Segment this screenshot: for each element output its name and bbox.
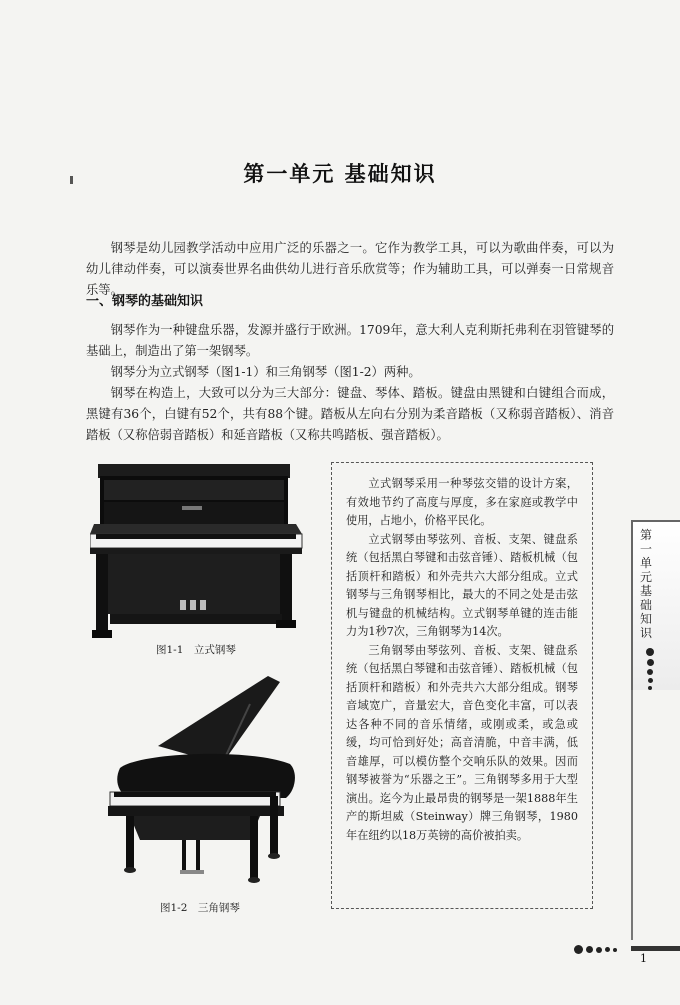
info-box xyxy=(331,462,593,909)
page-number: 1 xyxy=(640,952,647,965)
footer-bar xyxy=(631,946,680,951)
intro-paragraph: 钢琴是幼儿园教学活动中应用广泛的乐器之一。它作为教学工具，可以为歌曲伴奏，可以为幼儿律动伴奏，可以演奏世界名曲供幼儿进行音乐欣赏等；作为辅助工具，可以弹奏一日常规音乐等。 xyxy=(86,241,614,297)
box-paragraph-upright: 立式钢琴采用一种琴弦交错的设计方案，有效地节约了高度与厚度，多在家庭或教学中使用，占地小，价格平民化。 xyxy=(346,477,578,527)
page-title: 第一单元 基础知识 xyxy=(243,162,437,186)
section-heading: 一、钢琴的基础知识 xyxy=(86,294,204,309)
paragraph-types: 钢琴分为立式钢琴（图1-1）和三角钢琴（图1-2）两种。 xyxy=(110,365,421,379)
footer-dots xyxy=(574,945,617,954)
figure-1-caption: 图1-1 立式钢琴 xyxy=(156,644,236,656)
box-paragraph-upright-structure: 立式钢琴由琴弦列、音板、支架、键盘系统（包括黑白琴键和击弦音锤）、踏板机械（包括顶杆和踏板）和外壳共六大部分组成。立式钢琴与三角钢琴相比，最大的不同之处是击弦机与键盘的机械结构。立式钢琴单键的连击能力为1秒7次，三角钢琴为14次。 xyxy=(346,532,578,638)
side-tab-label: 第一单元 基础知识 xyxy=(640,528,653,640)
paragraph-structure: 钢琴在构造上，大致可以分为三大部分：键盘、琴体、踏板。键盘由黑键和白键组合而成，黑键有36个，白键有52个，共有88个键。踏板从左向右分别为柔音踏板（又称弱音踏板）、消音踏板（又称倍弱音踏板）和延音踏板（又称共鸣踏板、强音踏板）。 xyxy=(86,386,614,442)
grand-piano-image xyxy=(100,668,305,890)
box-paragraph-grand: 三角钢琴由琴弦列、音板、支架、键盘系统（包括黑白琴键和击弦音锤）、踏板机械（包括顶杆和踏板）和外壳共六大部分组成。钢琴音域宽广，音量宏大，音色变化丰富，可以表达各种不同的音乐情绪，或刚或柔，或急或缓，均可恰到好处；高音清脆，中音丰满，低音雄厚，可以模仿整个交响乐队的效果。因而钢琴被誉为“乐器之王”。三角钢琴多用于大型演出。迄今为止最昂贵的钢琴是一架1888年生产的斯坦威（Steinway）牌三角钢琴，1980年在纽约以18万英镑的高价被拍卖。 xyxy=(346,643,578,842)
paragraph-history: 钢琴作为一种键盘乐器，发源并盛行于欧洲。1709年，意大利人克利斯托弗利在羽管键琴的基础上，制造出了第一架钢琴。 xyxy=(86,323,614,358)
upright-piano-image xyxy=(90,462,305,642)
side-dots xyxy=(646,648,654,690)
figure-2-caption: 图1-2 三角钢琴 xyxy=(160,902,240,914)
